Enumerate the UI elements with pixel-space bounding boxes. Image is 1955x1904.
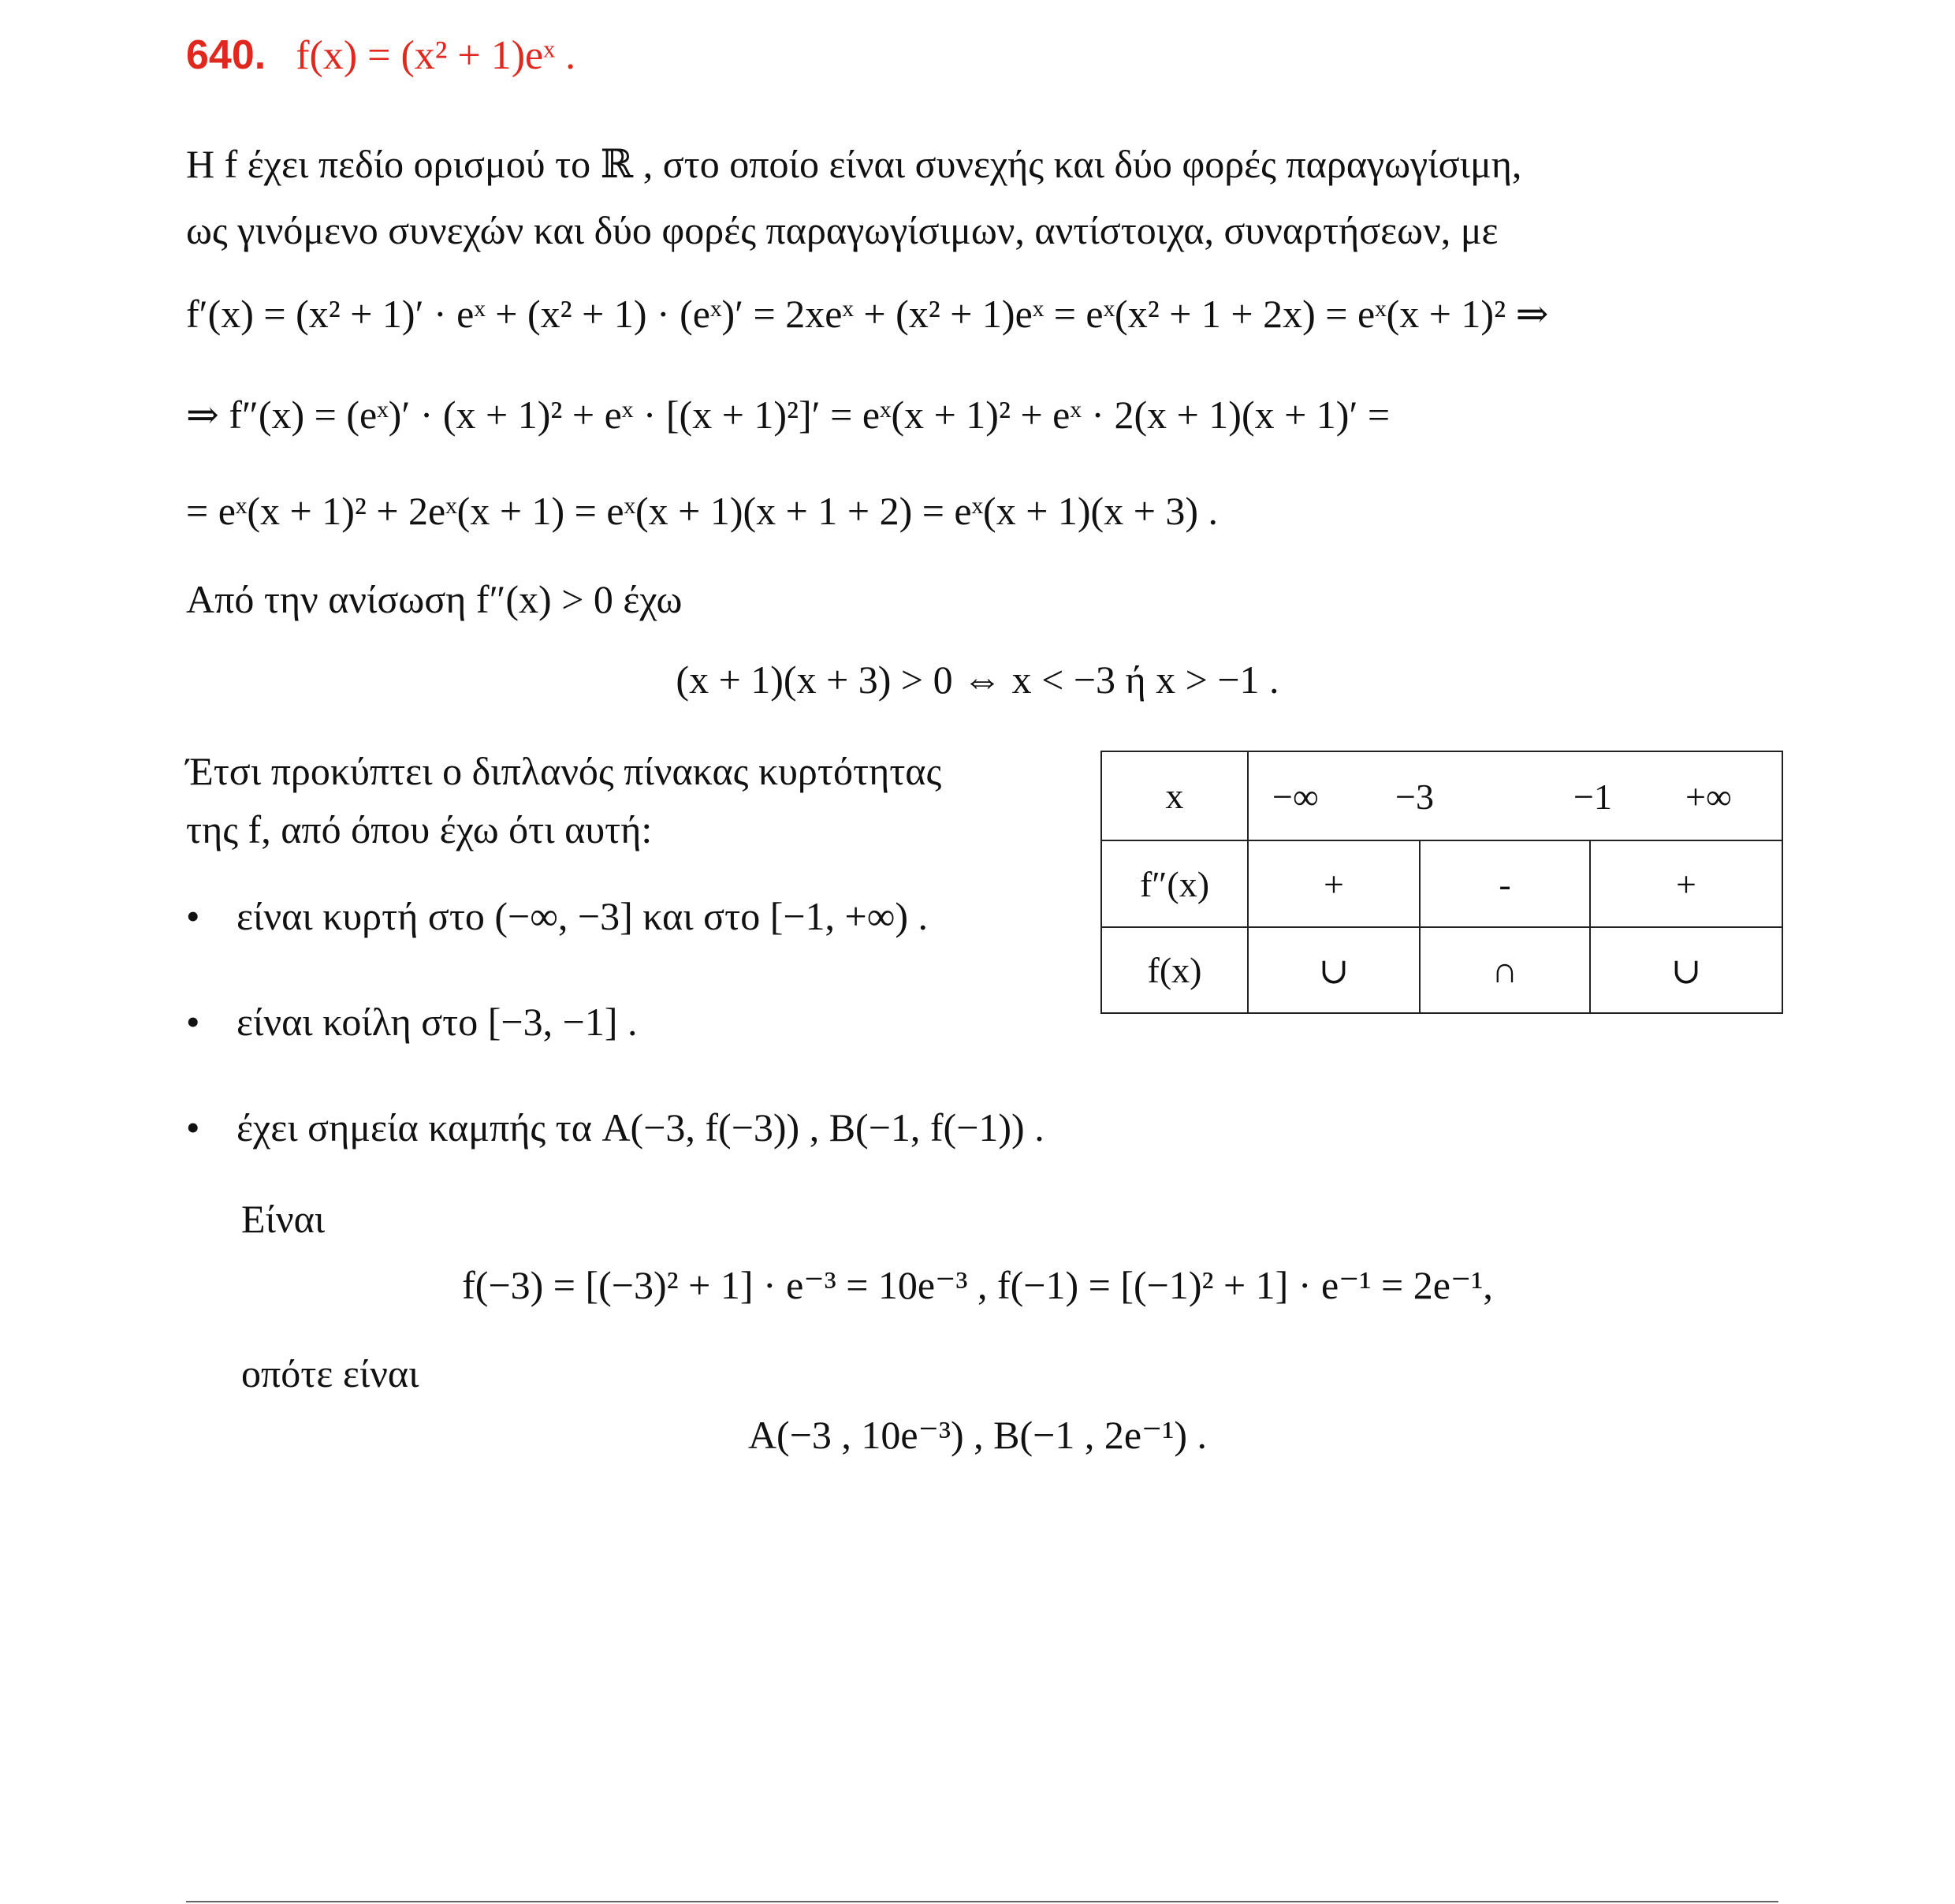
conclusion-line-2: της f, από όπου έχω ότι αυτή: (186, 807, 653, 851)
bullet-item (186, 892, 928, 940)
concave-icon: ∩ (1420, 927, 1590, 1013)
sign-cell: + (1248, 840, 1420, 928)
derivative-line-1: f′(x) = (x² + 1)′ · eˣ + (x² + 1) · (eˣ)′ = 2xeˣ + (x² + 1)eˣ = eˣ(x² + 1 + 2x) = eˣ(x + 1)² ⇒ (186, 292, 1549, 336)
inflection-points: A(−3 , 10e⁻³) , B(−1 , 2e⁻¹) . (747, 1413, 1208, 1457)
bottom-divider (186, 1901, 1778, 1902)
convex-icon: ∪ (1590, 927, 1782, 1013)
bullet-item (186, 998, 637, 1045)
x-value: −3 (1395, 777, 1434, 818)
bullet-dot: • (186, 1105, 200, 1149)
derivative-line-3: = eˣ(x + 1)² + 2eˣ(x + 1) = eˣ(x + 1)(x + 1 + 2) = eˣ(x + 1)(x + 3) . (186, 489, 1219, 533)
convexity-table (1100, 751, 1783, 1014)
table-x-values (1248, 751, 1782, 840)
table-row-function (1101, 927, 1782, 1013)
intro-line-1: Η f έχει πεδίο ορισμού το ℝ , στο οποίο είναι συνεχής και δύο φορές παραγωγίσιμη, (186, 142, 1522, 186)
sign-cell: + (1590, 840, 1782, 928)
table-header-function: f(x) (1101, 927, 1248, 1013)
bullet-dot: • (186, 894, 200, 938)
sign-cell: - (1420, 840, 1590, 928)
values-formula: f(−3) = [(−3)² + 1] · e⁻³ = 10e⁻³ , f(−1) = [(−1)² + 1] · e⁻¹ = 2e⁻¹, (462, 1263, 1493, 1307)
intro-line-2: ως γινόμενο συνεχών και δύο φορές παραγωγίσιμων, αντίστοιχα, συναρτήσεων, με (186, 208, 1499, 252)
bullet-text: είναι κυρτή στο (−∞, −3] και στο [−1, +∞) . (236, 894, 929, 938)
inequality-intro: Από την ανίσωση f″(x) > 0 έχω (186, 577, 683, 621)
x-value: −1 (1573, 777, 1612, 818)
x-value: −∞ (1272, 777, 1319, 818)
table-row-x (1101, 751, 1782, 840)
values-intro: Είναι (241, 1197, 326, 1241)
inequality-result: (x + 1)(x + 3) > 0 ⇔ x < −3 ή x > −1 . (676, 658, 1279, 702)
exercise-number: 640. (186, 32, 266, 78)
values-then: οπότε είναι (241, 1351, 419, 1395)
convex-icon: ∪ (1248, 927, 1420, 1013)
bullet-dot: • (186, 1000, 200, 1044)
derivative-line-2: ⇒ f″(x) = (eˣ)′ · (x + 1)² + eˣ · [(x + 1)²]′ = eˣ(x + 1)² + eˣ · 2(x + 1)(x + 1)′ = (186, 393, 1391, 437)
exercise-header (186, 32, 575, 79)
x-value: +∞ (1685, 777, 1732, 818)
bullet-item (186, 1104, 1045, 1151)
exercise-function: f(x) = (x² + 1)eˣ . (296, 33, 576, 78)
conclusion-line-1: Έτσι προκύπτει ο διπλανός πίνακας κυρτότητας (186, 749, 942, 793)
bullet-text: έχει σημεία καμπής τα A(−3, f(−3)) , B(−1, f(−1)) . (236, 1105, 1045, 1149)
table-header-x: x (1101, 751, 1248, 840)
table-row-second-derivative (1101, 840, 1782, 928)
bullet-text: είναι κοίλη στο [−3, −1] . (236, 1000, 638, 1044)
table-header-second-derivative: f″(x) (1101, 840, 1248, 928)
